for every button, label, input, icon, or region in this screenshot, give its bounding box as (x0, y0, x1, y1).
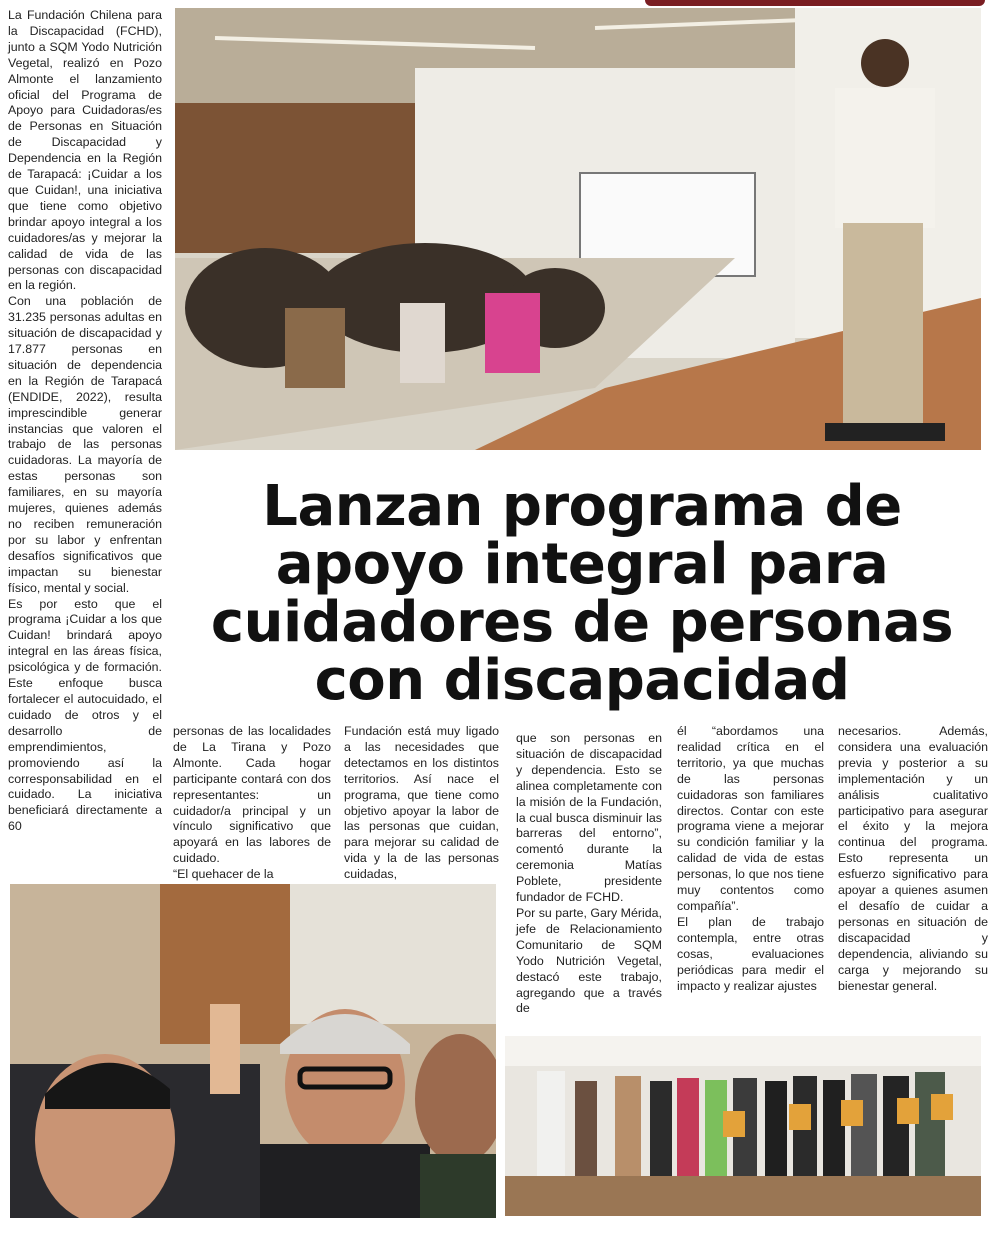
paragraph: que son personas en situación de discapacidad y dependencia. Esto se alinea completamente con la misión de la Fundación, la cual busca disminuir las barreras del entorno”, comentó durante la ceremonia Matías Poblete, presidente fundador de FCHD. (516, 731, 662, 905)
paragraph: Fundación está muy ligado a las necesidades que detectamos en los distintos territorios. Así nace el programa, que tiene como objetivo apoyar la labor de las personas que cuidan, para mejorar su calidad de vida y la de las personas cuidadas, (344, 724, 499, 882)
paragraph: “El quehacer de la (173, 867, 274, 882)
photo-group-on-stage (505, 1036, 981, 1216)
photo-audience-and-speaker (175, 8, 981, 450)
article-column-3 (344, 724, 499, 883)
paragraph: El plan de trabajo contempla, entre otras cosas, evaluaciones periódicas para medir el impacto y realizar ajustes (677, 914, 824, 993)
article-column-6 (838, 724, 988, 994)
paragraph: él “abordamos una realidad crítica en el territorio, ya que muchas de las personas cuidadoras son familiares directos. Contar con este programa viene a mejorar su condición familiar y la calidad de vida de estas personas, lo que nos tiene muy contentos como compañía”. (677, 724, 824, 913)
masthead-accent-bar (645, 0, 985, 6)
article-headline: Lanzan programa de apoyo integral para cuidadores de personas con discapacidad (210, 474, 954, 713)
article-column-left (8, 8, 162, 835)
paragraph: personas de las localidades de La Tirana y Pozo Almonte. Cada hogar participante contará con dos representantes: un cuidador/a principal y un vínculo significativo que apoyará en las labores de cuidado. (173, 724, 331, 866)
photo-participants-closeup (10, 884, 496, 1218)
paragraph: La Fundación Chilena para la Discapacidad (FCHD), junto a SQM Yodo Nutrición Vegetal, realizó en Pozo Almonte el lanzamiento oficial del Programa de Apoyo para Cuidadoras/es de Personas en Situación de Discapacidad y Dependencia en la Región de Tarapacá: ¡Cuidar a los que Cuidan!, una iniciativa que tiene como objetivo brindar apoyo integral a los cuidadores/as y mejorar la calidad de vida de las personas con discapacidad en la región. (8, 8, 162, 293)
paragraph: Es por esto que el programa ¡Cuidar a los que Cuidan! brindará apoyo integral en las áreas física, psicológica y de formación. Este enfoque busca fortalecer el autocuidado, el cuidado de otros y el desarrollo de emprendimientos, promoviendo así la corresponsabilidad en el cuidado. La iniciativa beneficiará directamente a 60 (8, 596, 162, 834)
article-column-2 (173, 724, 331, 883)
paragraph: necesarios. Además, considera una evaluación previa y posterior a su implementación y un análisis cualitativo participativo para asegurar el éxito y la mejora continua del programa. Esto representa un esfuerzo significativo para apoyar a quienes asumen el desafío de cuidar a personas en situación de discapacidad y dependencia, aliviando su carga y mejorando su bienestar general. (838, 724, 988, 993)
article-column-4 (516, 731, 662, 1017)
paragraph: Por su parte, Gary Mérida, jefe de Relacionamiento Comunitario de SQM Yodo Nutrición Vegetal, destacó este trabajo, agregando que a través de (516, 905, 662, 1016)
paragraph: Con una población de 31.235 personas adultas en situación de discapacidad y 17.877 personas en situación de dependencia en la Región de Tarapacá (ENDIDE, 2022), resulta imprescindible generar instancias que valoren el trabajo de las personas cuidadoras. La mayoría de estas personas son familiares, en su mayoría mujeres, quienes además no reciben remuneración por su labor y enfrentan desafíos significativos que impactan su bienestar físico, mental y social. (8, 294, 162, 595)
article-column-5 (677, 724, 824, 994)
